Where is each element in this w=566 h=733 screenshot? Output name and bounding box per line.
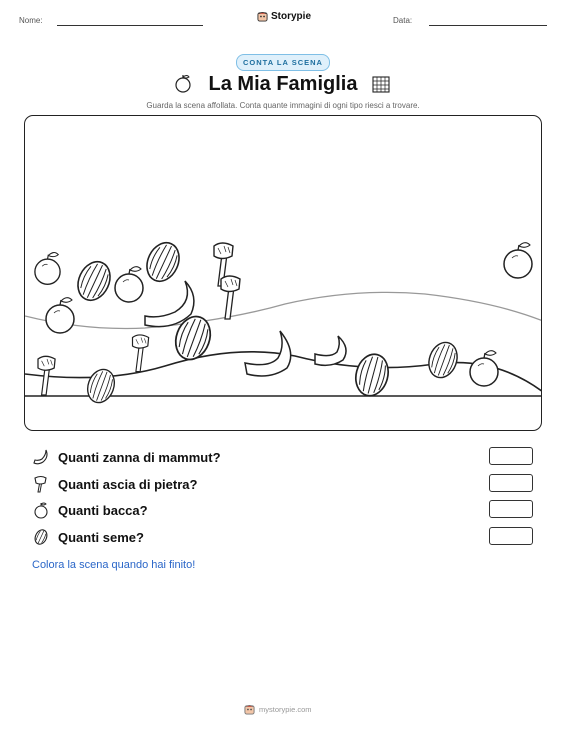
name-field-line[interactable] [57, 25, 203, 26]
question-row-berries [32, 501, 282, 519]
mammoth-tusk-icon [32, 448, 50, 466]
activity-badge: CONTA LA SCENA [236, 54, 330, 71]
question-text: Quanti ascia di pietra? [58, 476, 198, 492]
berry-icon [32, 501, 50, 519]
closing-note: Colora la scena quando hai finito! [32, 559, 196, 571]
brand-name: Storypie [271, 11, 312, 22]
instructions: Guarda la scena affollata. Conta quante immagini di ogni tipo riesci a trovare. [146, 101, 420, 110]
calendar-icon [371, 74, 391, 94]
answer-box-berries[interactable] [489, 500, 533, 518]
seed-icon [32, 528, 50, 546]
question-row-axes [32, 475, 282, 493]
footer-url: mystorypie.com [259, 705, 312, 714]
storypie-logo-icon [244, 704, 255, 715]
date-field-line[interactable] [429, 25, 547, 26]
question-text: Quanti zanna di mammut? [58, 449, 221, 465]
answer-box-tusks[interactable] [489, 447, 533, 465]
answer-box-axes[interactable] [489, 474, 533, 492]
question-row-tusks [32, 448, 282, 466]
name-label: Nome: [19, 16, 43, 25]
question-text: Quanti seme? [58, 529, 144, 545]
counting-scene[interactable] [24, 115, 542, 431]
footer [244, 704, 312, 715]
stone-axe-icon [32, 475, 50, 493]
storypie-logo-icon [257, 11, 268, 22]
date-label: Data: [393, 16, 413, 25]
page-title: La Mia Famiglia [208, 73, 358, 95]
question-row-seeds [32, 528, 282, 546]
question-text: Quanti bacca? [58, 502, 148, 518]
scene-illustration [25, 116, 542, 431]
answer-box-seeds[interactable] [489, 527, 533, 545]
brand-logo [257, 11, 311, 22]
